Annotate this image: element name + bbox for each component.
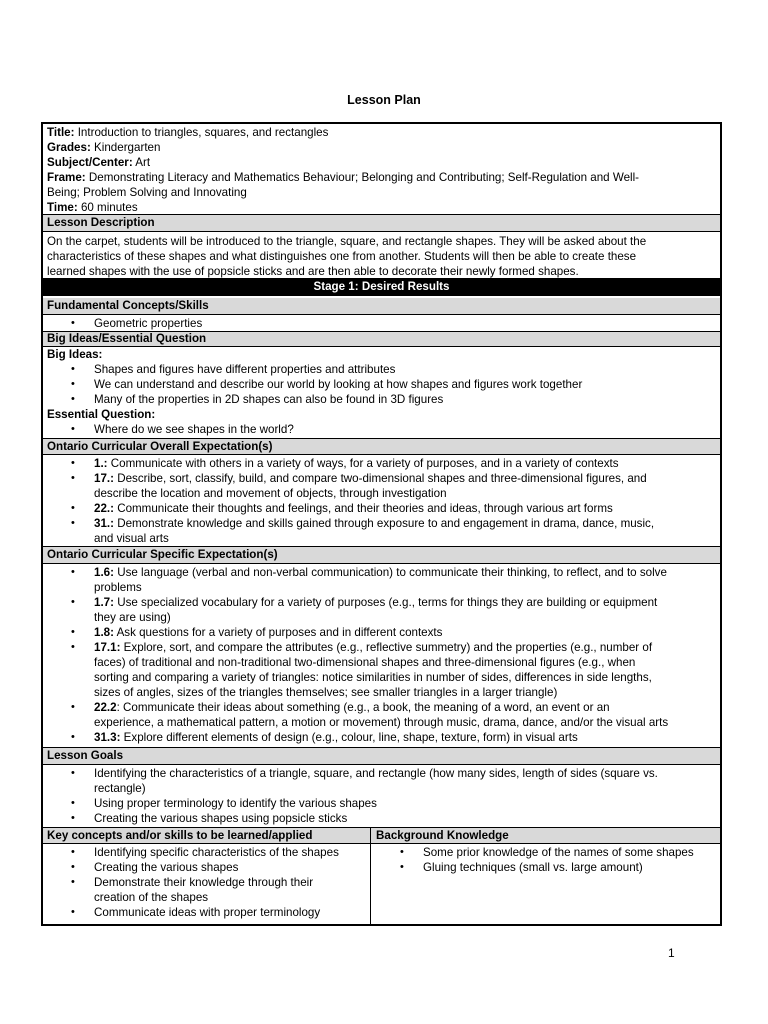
list-item: • Where do we see shapes in the world? [43, 422, 720, 437]
lesson-goals-header: Lesson Goals [43, 748, 720, 765]
list-item: • 17.1: Explore, sort, and compare the attributes (e.g., reflective summetry) and the properties (e.g., number of faces) of traditional and non-traditional two-dimensional shapes and three-dimensional figures (e.g., when sorting and comparing a variety of triangles: notice similarities in number of sides, differences in side lengths, sizes of angles, sizes of the triangles themselves; see smaller triangles in a larger triangle) [43, 640, 720, 700]
list-item: • 31.3: Explore different elements of design (e.g., colour, line, shape, texture, form) in visual arts [43, 730, 720, 745]
grades-value: Kindergarten [90, 141, 161, 154]
lesson-description-header: Lesson Description [43, 215, 720, 232]
frame-value-line2: Being; Problem Solving and Innovating [47, 186, 247, 199]
lesson-description-line: characteristics of these shapes and what distinguishes one from another. Students will then be able to create these [47, 250, 637, 263]
list-item: • Shapes and figures have different properties and attributes [43, 362, 720, 377]
list-item: • We can understand and describe our world by looking at how shapes and figures work together [43, 377, 720, 392]
page-number: 1 [668, 946, 675, 960]
background-knowledge-header: Background Knowledge [376, 829, 509, 842]
key-concepts-header: Key concepts and/or skills to be learned/applied [47, 829, 313, 842]
list-item: • Creating the various shapes using popsicle sticks [43, 811, 720, 826]
two-column-header-row [43, 828, 720, 844]
fundamental-body [43, 315, 720, 332]
list-item: • Some prior knowledge of the names of some shapes [372, 845, 720, 860]
subject-value: Art [132, 156, 151, 169]
title-value: Introduction to triangles, squares, and rectangles [74, 126, 329, 139]
list-item: • 22.2: Communicate their ideas about something (e.g., a book, the meaning of a word, an event or an experience, a mathematical pattern, a motion or movement) through music, drama, dance, and/or the visual arts [43, 700, 720, 730]
fundamental-header: Fundamental Concepts/Skills [43, 298, 720, 315]
subject-label: Subject/Center: [47, 156, 133, 169]
title-label: Title: [47, 126, 75, 139]
list-item: • 1.: Communicate with others in a variety of ways, for a variety of purposes, and in a variety of contexts [43, 456, 720, 471]
essential-question-label: Essential Question: [47, 408, 156, 421]
list-item: • Many of the properties in 2D shapes can also be found in 3D figures [43, 392, 720, 407]
list-item: • Demonstrate their knowledge through their creation of the shapes [43, 875, 370, 905]
big-ideas-label: Big Ideas: [47, 348, 103, 361]
page-title: Lesson Plan [347, 93, 421, 107]
overall-expectations-header: Ontario Curricular Overall Expectation(s) [43, 439, 720, 455]
list-item: • 1.8: Ask questions for a variety of purposes and in different contexts [43, 625, 720, 640]
list-item: • 31.: Demonstrate knowledge and skills gained through exposure to and engagement in drama, dance, music, and visual arts [43, 516, 720, 546]
big-ideas-body [43, 347, 720, 439]
stage-1-banner: Stage 1: Desired Results [43, 279, 720, 296]
column-divider [370, 828, 371, 924]
time-label: Time: [47, 201, 78, 214]
key-concepts-list [43, 845, 370, 920]
frame-label: Frame: [47, 171, 86, 184]
list-item: • Identifying specific characteristics of the shapes [43, 845, 370, 860]
list-item: • Creating the various shapes [43, 860, 370, 875]
list-item: • Gluing techniques (small vs. large amount) [372, 860, 720, 875]
specific-expectations-body [43, 564, 720, 748]
list-item: • 17.: Describe, sort, classify, build, and compare two-dimensional shapes and three-dimensional figures, and describe the location and movement of objects, through investigation [43, 471, 720, 501]
lesson-description-body [43, 232, 720, 279]
list-item: • 1.7: Use specialized vocabulary for a variety of purposes (e.g., terms for things they are building or equipment they are using) [43, 595, 720, 625]
list-item: • Geometric properties [43, 316, 720, 331]
info-block [43, 124, 720, 215]
overall-expectations-body [43, 455, 720, 547]
frame-value: Demonstrating Literacy and Mathematics Behaviour; Belonging and Contributing; Self-Regulation and Well- [85, 171, 640, 184]
specific-expectations-header: Ontario Curricular Specific Expectation(s) [43, 547, 720, 564]
lesson-description-line: On the carpet, students will be introduced to the triangle, square, and rectangle shapes. They will be asked about the [47, 235, 647, 248]
big-ideas-header: Big Ideas/Essential Question [43, 332, 720, 347]
time-value: 60 minutes [77, 201, 138, 214]
list-item: • 1.6: Use language (verbal and non-verbal communication) to communicate their thinking, to reflect, and to solve problems [43, 565, 720, 595]
lesson-description-line: learned shapes with the use of popsicle sticks and are then able to decorate their newly formed shapes. [47, 265, 579, 278]
lesson-goals-body [43, 765, 720, 828]
grades-label: Grades: [47, 141, 91, 154]
list-item: • Using proper terminology to identify the various shapes [43, 796, 720, 811]
list-item: • Communicate ideas with proper terminology [43, 905, 370, 920]
background-knowledge-list [372, 845, 720, 875]
list-item: • Identifying the characteristics of a triangle, square, and rectangle (how many sides, length of sides (square vs. rectangle) [43, 766, 720, 796]
list-item: • 22.: Communicate their thoughts and feelings, and their theories and ideas, through various art forms [43, 501, 720, 516]
